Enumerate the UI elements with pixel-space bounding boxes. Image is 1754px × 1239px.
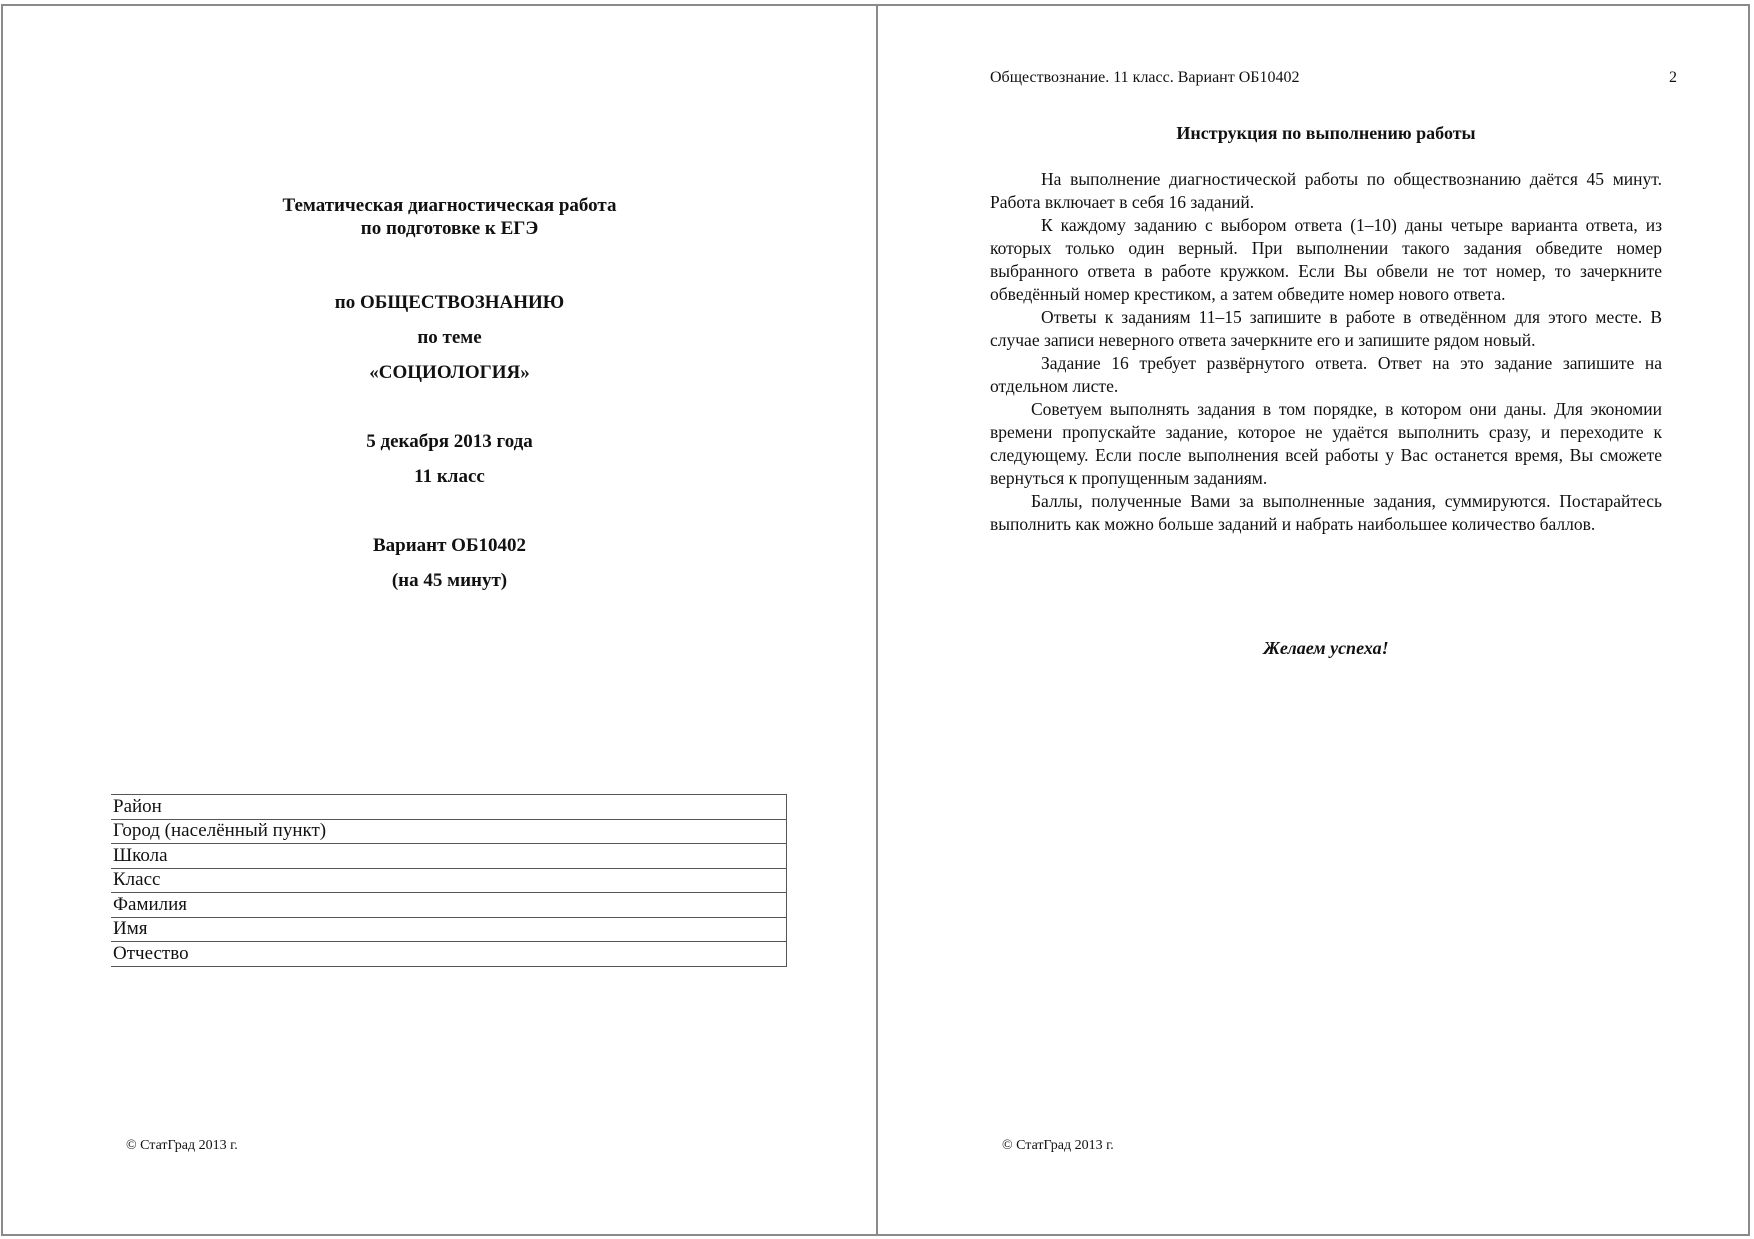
paragraph: Задание 16 требует развёрнутого ответа. Ответ на это задание запишите на отдельном листе. — [990, 353, 1662, 396]
table-row — [111, 868, 787, 893]
field-surname[interactable]: Фамилия — [111, 893, 787, 918]
instruction-title: Инструкция по выполнению работы — [1176, 123, 1476, 143]
cover-variant: Вариант ОБ10402 — [372, 535, 527, 556]
paragraph: На выполнение диагностической работы по обществознанию даётся 45 минут. Работа включает в себя 16 заданий. — [990, 169, 1662, 212]
field-district[interactable]: Район — [111, 795, 787, 820]
table-row — [111, 844, 787, 869]
cover-duration: (на 45 минут) — [391, 570, 508, 591]
field-school[interactable]: Школа — [111, 844, 787, 869]
instruction-page — [878, 6, 1749, 1234]
page-number: 2 — [1669, 69, 1677, 86]
field-city[interactable]: Город (населённый пункт) — [111, 819, 787, 844]
cover-page — [3, 6, 876, 1234]
cover-title-line1: Тематическая диагностическая работа — [282, 195, 617, 216]
paragraph: Советуем выполнять задания в том порядке, в котором они даны. Для экономии времени пропускайте задание, которое не удаётся выполнить сразу, и переходите к следующему. Если после выполнения всей работы у Вас останется время, Вы сможете вернуться к пропущенным заданиям. — [990, 399, 1662, 488]
cover-topic: «СОЦИОЛОГИЯ» — [369, 362, 530, 383]
page-header: Обществознание. 11 класс. Вариант ОБ10402 — [990, 69, 1300, 86]
table-row — [111, 942, 787, 967]
field-name[interactable]: Имя — [111, 917, 787, 942]
cover-title-line2: по подготовке к ЕГЭ — [360, 218, 539, 239]
table-row — [111, 819, 787, 844]
cover-copyright: © СтатГрад 2013 г. — [126, 1138, 238, 1153]
table-row — [111, 795, 787, 820]
table-row — [111, 893, 787, 918]
table-row — [111, 917, 787, 942]
paragraph: К каждому заданию с выбором ответа (1–10) даны четыре варианта ответа, из которых только один верный. При выполнении такого задания обведите номер выбранного ответа в работе кружком. Если Вы обвели не тот номер, то зачеркните обведённый номер крестиком, а затем обведите номер нового ответа. — [990, 215, 1662, 304]
cover-date: 5 декабря 2013 года — [366, 431, 533, 452]
cover-topic-label: по теме — [417, 327, 482, 348]
instruction-copyright: © СтатГрад 2013 г. — [1002, 1138, 1114, 1153]
good-luck-wish: Желаем успеха! — [1263, 638, 1389, 658]
field-class[interactable]: Класс — [111, 868, 787, 893]
paragraph: Ответы к заданиям 11–15 запишите в работе в отведённом для этого месте. В случае записи неверного ответа зачеркните его и запишите рядом новый. — [990, 307, 1662, 350]
student-info-table — [111, 794, 787, 967]
paragraph: Баллы, полученные Вами за выполненные задания, суммируются. Постарайтесь выполнить как можно больше заданий и набрать наибольшее количество баллов. — [990, 491, 1662, 534]
cover-grade: 11 класс — [414, 466, 485, 487]
cover-subject: по ОБЩЕСТВОЗНАНИЮ — [334, 292, 565, 313]
field-patronymic[interactable]: Отчество — [111, 942, 787, 967]
instruction-body — [990, 168, 1662, 536]
